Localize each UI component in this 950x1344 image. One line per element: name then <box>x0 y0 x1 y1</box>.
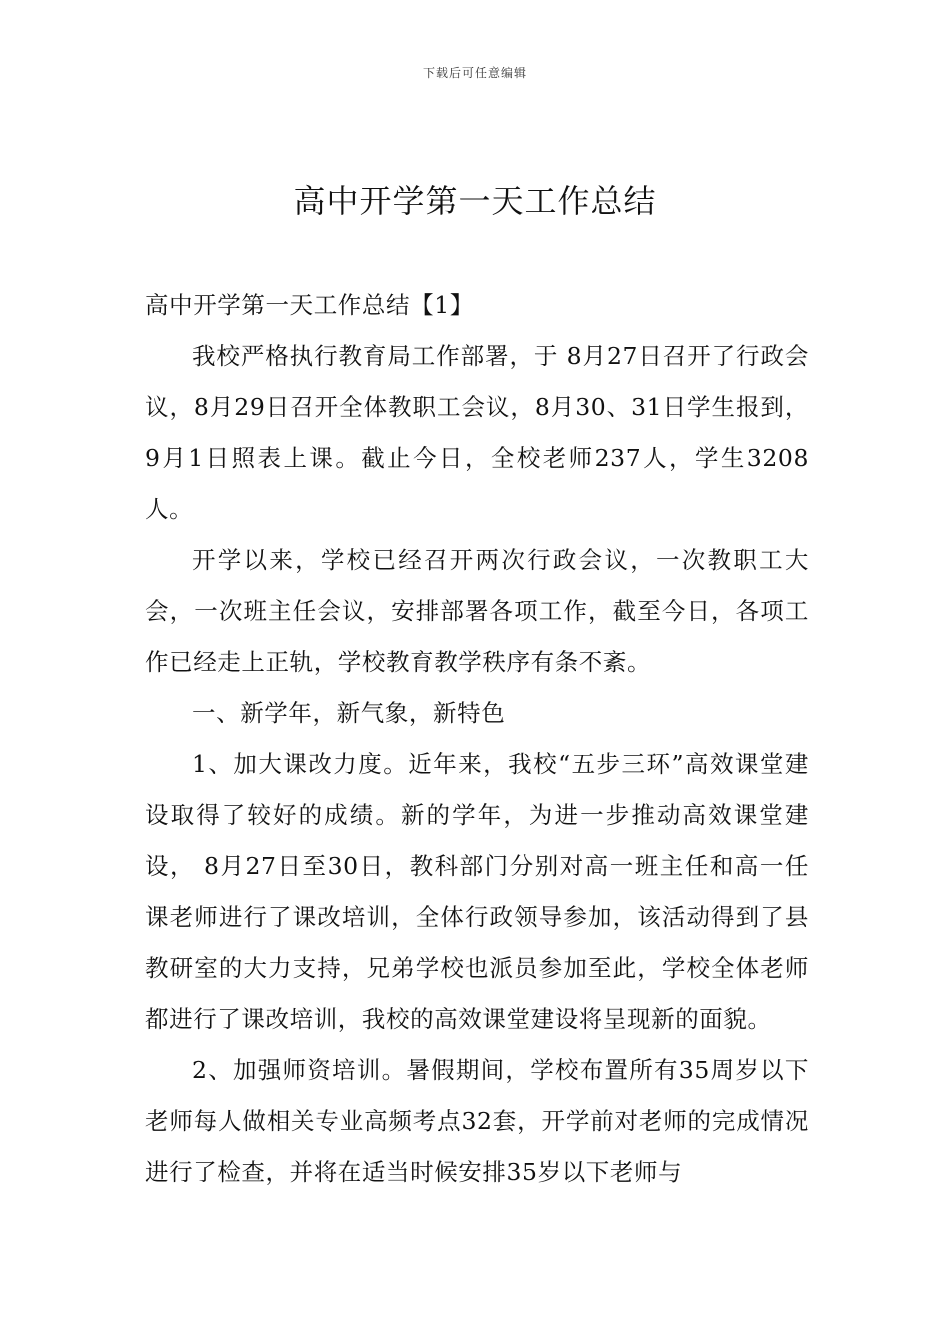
paragraph-4: 2、加强师资培训。暑假期间，学校布置所有35周岁以下老师每人做相关专业高频考点32套，开学前对老师的完成情况进行了检查，并将在适当时候安排35岁以下老师与 <box>145 1056 809 1186</box>
document-title: 高中开学第一天工作总结 <box>293 182 657 220</box>
page-header-note: 下载后可任意编辑 <box>422 66 527 80</box>
document-body <box>145 280 809 1198</box>
section-subtitle: 高中开学第一天工作总结【1】 <box>145 291 474 319</box>
paragraph-1: 我校严格执行教育局工作部署，于 8月27日召开了行政会议，8月29日召开全体教职工会议，8月30、31日学生报到，9月1日照表上课。截止今日，全校老师237人，学生3208人。 <box>145 342 809 523</box>
section-heading-1: 一、新学年，新气象，新特色 <box>192 699 506 727</box>
paragraph-2: 开学以来，学校已经召开两次行政会议，一次教职工大会，一次班主任会议，安排部署各项工作，截至今日，各项工作已经走上正轨，学校教育教学秩序有条不紊。 <box>145 546 809 676</box>
paragraph-3: 1、加大课改力度。近年来，我校“五步三环”高效课堂建设取得了较好的成绩。新的学年，为进一步推动高效课堂建设， 8月27日至30日，教科部门分别对高一班主任和高一任课老师进行了课改培训，全体行政领导参加，该活动得到了县教研室的大力支持，兄弟学校也派员参加至此，学校全体老师都进行了课改培训，我校的高效课堂建设将呈现新的面貌。 <box>145 750 809 1033</box>
